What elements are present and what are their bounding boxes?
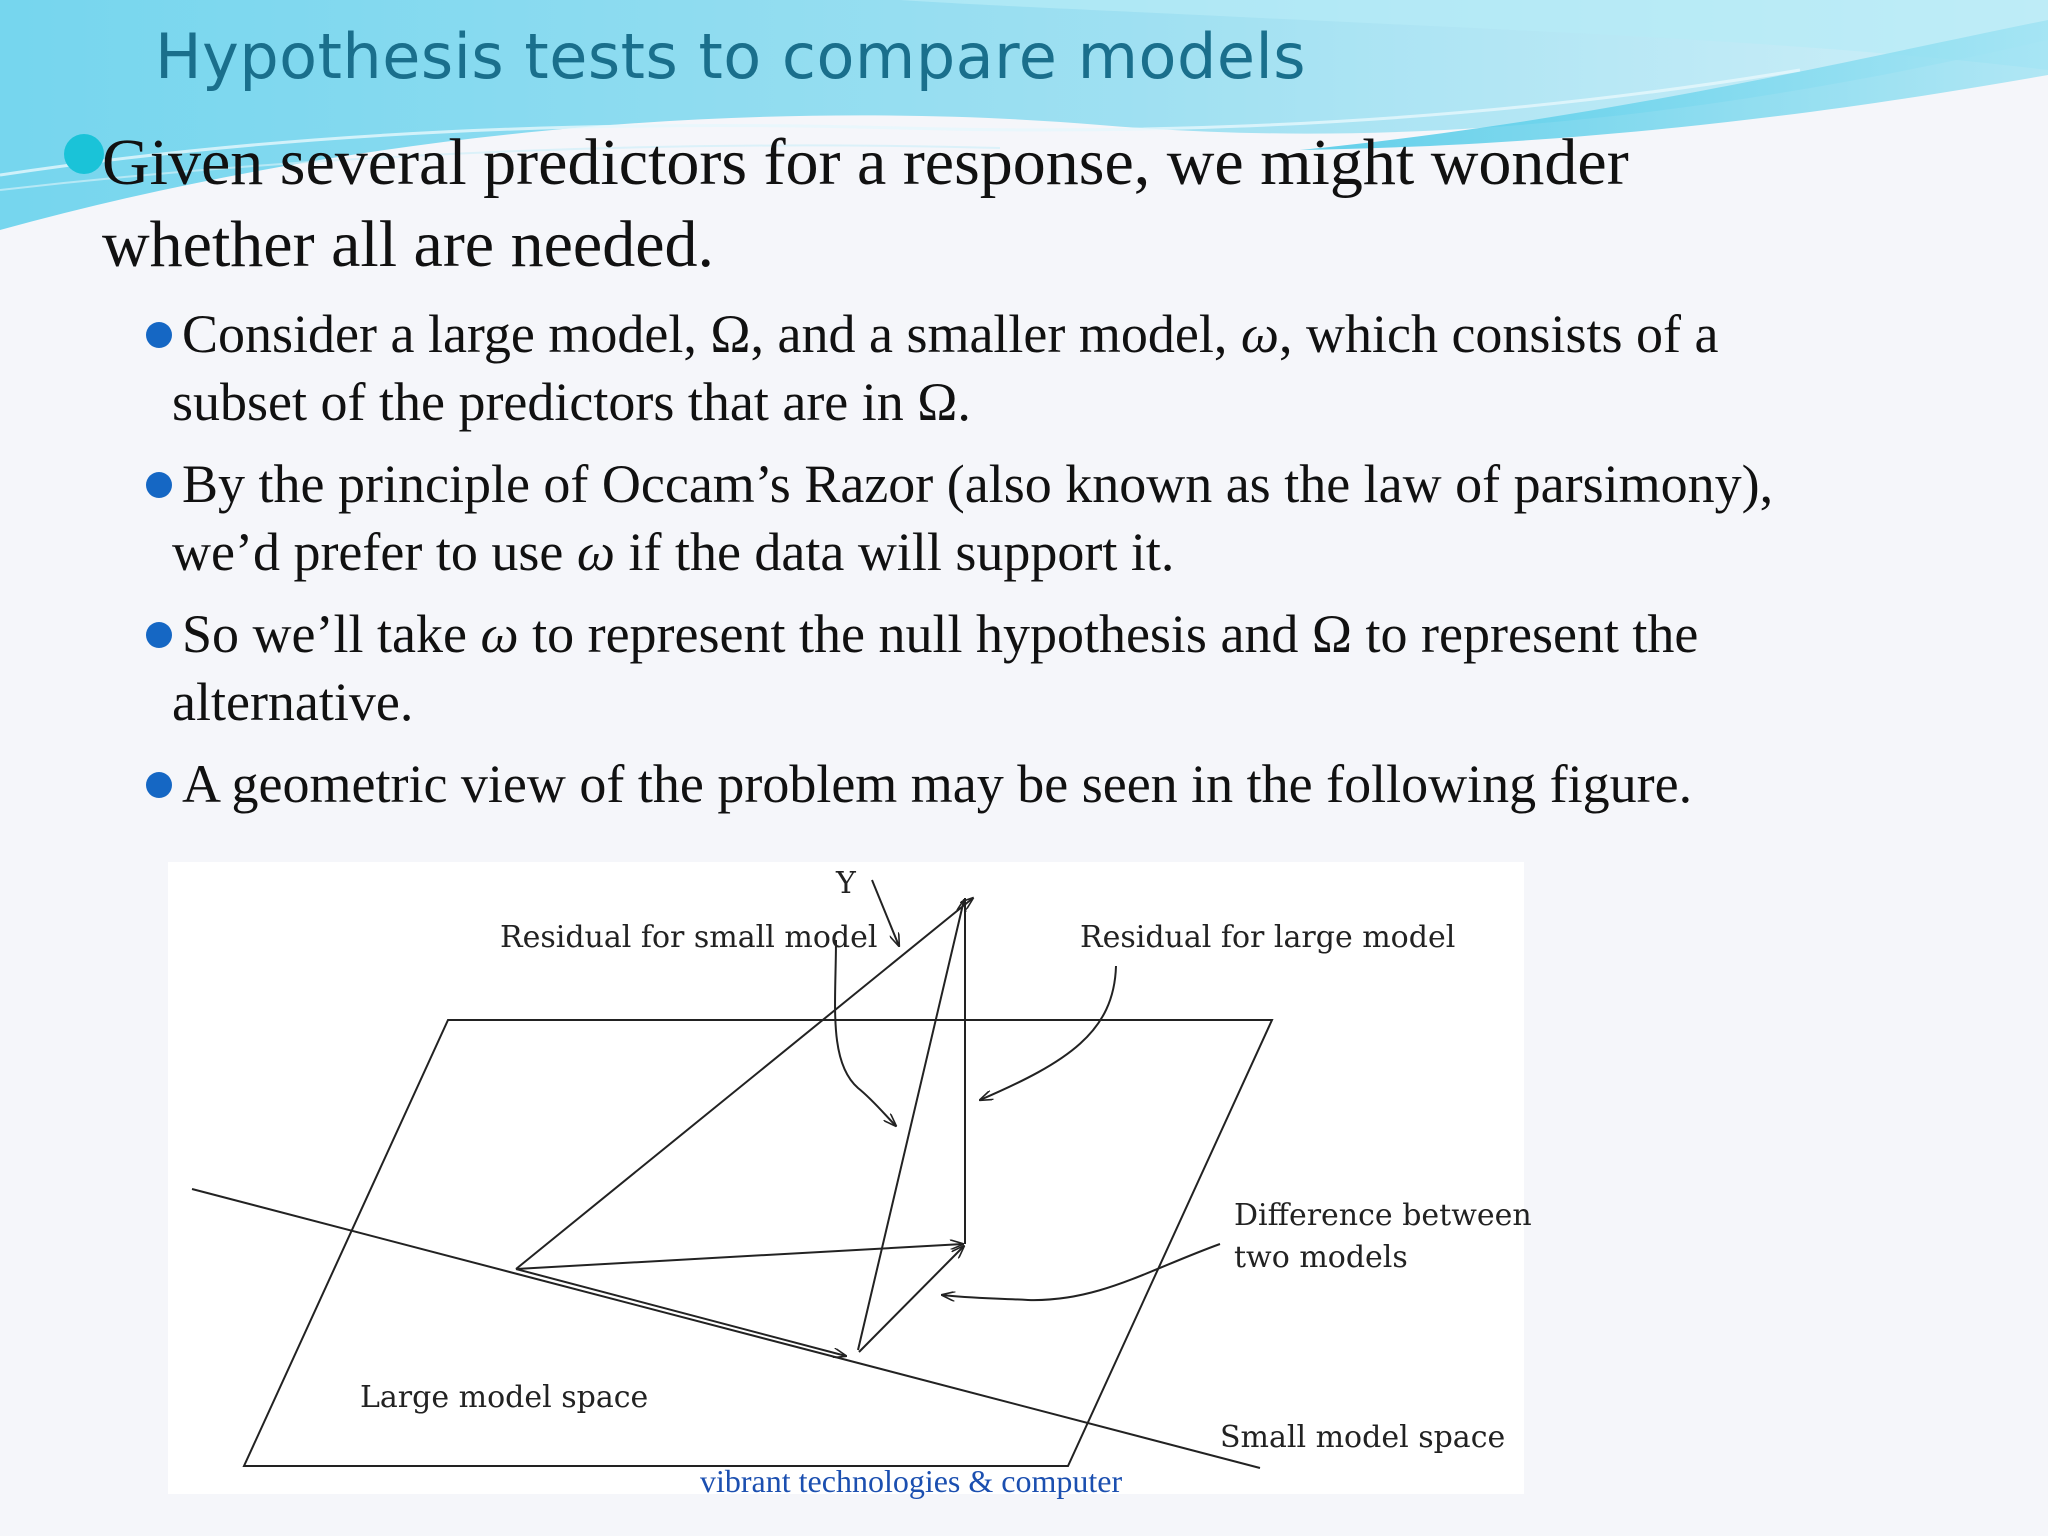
slide-title: Hypothesis tests to compare models bbox=[155, 20, 1307, 93]
label-small-model-space: Small model space bbox=[1220, 1420, 1506, 1455]
sub-bullet-2-line1: By the principle of Occam’s Razor (also known as the law of parsimony), bbox=[182, 454, 1774, 514]
bullet-dot-sub-3 bbox=[146, 622, 172, 648]
bullet-dot-main bbox=[64, 134, 104, 174]
sub-bullet-2-text-a: we’d prefer to use bbox=[172, 522, 577, 582]
bullet-dot-sub-4 bbox=[146, 772, 172, 798]
bullet-dot-sub-2 bbox=[146, 472, 172, 498]
main-bullet-line1: Given several predictors for a response, we might wonder bbox=[102, 126, 1629, 199]
omega-symbol: ω bbox=[480, 604, 519, 664]
sub-bullet-3-text-b: to represent the null hypothesis and Ω to represent the bbox=[518, 604, 1699, 664]
sub-bullet-3 bbox=[172, 600, 2032, 736]
main-bullet-line2: whether all are needed. bbox=[102, 208, 714, 281]
footer-credit: vibrant technologies & computer bbox=[700, 1463, 1123, 1499]
label-large-model-space: Large model space bbox=[360, 1380, 649, 1415]
sub-bullet-1-line1 bbox=[182, 300, 2032, 368]
sub-bullet-1 bbox=[172, 300, 2032, 436]
bullet-dot-sub-1 bbox=[146, 322, 172, 348]
sub-bullet-1-line2: subset of the predictors that are in Ω. bbox=[172, 372, 971, 432]
difference-vector bbox=[859, 1246, 964, 1352]
difference-pointer bbox=[942, 1244, 1220, 1300]
label-difference-line2: two models bbox=[1234, 1240, 1408, 1275]
label-difference-line1: Difference between bbox=[1234, 1198, 1532, 1233]
main-bullet bbox=[102, 122, 1982, 286]
residual-small bbox=[858, 900, 964, 1350]
vector-small-fit bbox=[516, 1269, 846, 1356]
sub-bullet-1-text-b: , which consists of a bbox=[1279, 304, 1719, 364]
label-residual-large: Residual for large model bbox=[1080, 920, 1456, 955]
sub-bullet-1-text-a: Consider a large model, Ω, and a smaller model, bbox=[182, 304, 1241, 364]
sub-bullet-2-text-b: if the data will support it. bbox=[614, 522, 1175, 582]
sub-bullet-3-line2: alternative. bbox=[172, 672, 414, 732]
sub-bullet-4 bbox=[182, 750, 2032, 818]
label-residual-small: Residual for small model bbox=[500, 920, 878, 955]
omega-symbol: ω bbox=[576, 522, 615, 582]
vector-large-fit bbox=[516, 1244, 963, 1269]
geometric-figure bbox=[168, 862, 1532, 1494]
sub-bullet-3-text-a: So we’ll take bbox=[182, 604, 481, 664]
omega-symbol: ω bbox=[1240, 304, 1279, 364]
sub-bullet-2-line2 bbox=[172, 518, 2032, 586]
sub-bullet-3-line1 bbox=[182, 600, 2032, 668]
sub-bullet-4-line1: A geometric view of the problem may be seen in the following figure. bbox=[182, 754, 1693, 814]
residual-large-pointer bbox=[980, 966, 1116, 1100]
small-model-line bbox=[192, 1189, 1260, 1468]
label-y: Y bbox=[836, 866, 856, 901]
sub-bullet-2 bbox=[172, 450, 2032, 586]
